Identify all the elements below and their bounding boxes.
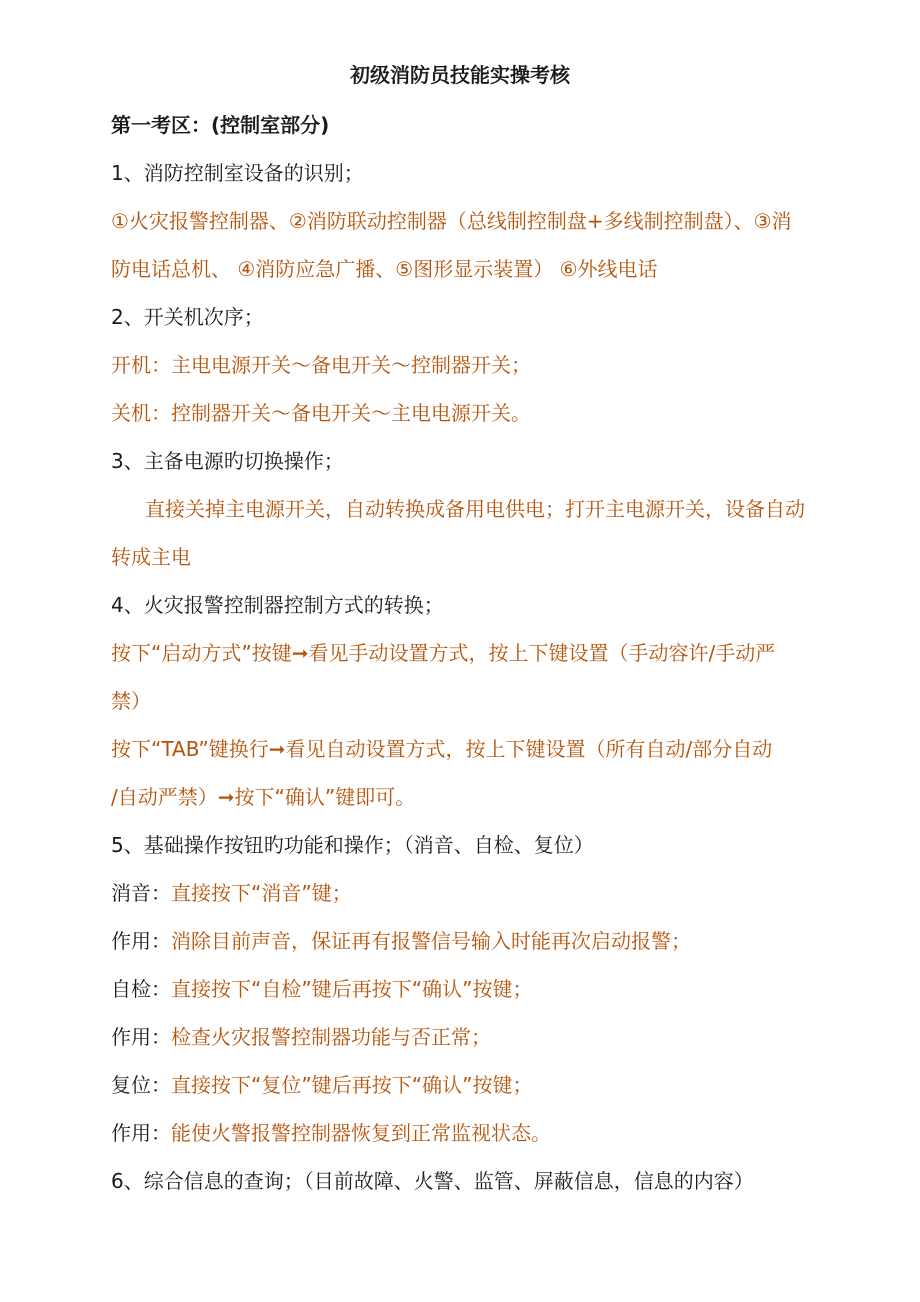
answer-4-line-2: 禁） [111, 689, 151, 713]
answer-5-reset [111, 1070, 856, 1100]
answer-4-line-3: 按下“TAB”键换行➞看见自动设置方式，按上下键设置（所有自动/部分自动 [111, 737, 773, 761]
text-selftest: 直接按下“自检”键后再按下“确认”按键； [171, 977, 533, 1001]
question-4: 4、火灾报警控制器控制方式的转换； [111, 593, 444, 617]
label-mute: 消音： [111, 881, 171, 905]
label-power-off: 关机： [111, 401, 171, 425]
text-reset-use: 能使火警报警控制器恢复到正常监视状态。 [171, 1121, 551, 1145]
answer-1-line-2: 防电话总机、 ④消防应急广播、⑤图形显示装置） ⑥外线电话 [111, 257, 658, 281]
answer-4-line-1: 按下“启动方式”按键➞看见手动设置方式，按上下键设置（手动容许/手动严 [111, 641, 776, 665]
text-reset: 直接按下“复位”键后再按下“确认”按键； [171, 1073, 533, 1097]
text-power-on: 主电电源开关～备电开关～控制器开关； [171, 353, 531, 377]
answer-5-mute-use [111, 926, 856, 956]
question-1: 1、消防控制室设备的识别； [111, 161, 364, 185]
answer-4-line-4: /自动严禁）➞按下“确认”键即可。 [111, 785, 416, 809]
label-selftest-use: 作用： [111, 1025, 171, 1049]
text-selftest-use: 检查火灾报警控制器功能与否正常； [171, 1025, 491, 1049]
text-mute: 直接按下“消音”键； [171, 881, 352, 905]
label-power-on: 开机： [111, 353, 171, 377]
label-reset-use: 作用： [111, 1121, 171, 1145]
label-selftest: 自检： [111, 977, 171, 1001]
document-title: 初级消防员技能实操考核 [350, 63, 570, 87]
question-5: 5、基础操作按钮旳功能和操作；（消音、自检、复位） [111, 833, 594, 857]
answer-3-line-2: 转成主电 [111, 545, 191, 569]
section-heading: 第一考区：(控制室部分) [111, 113, 330, 137]
question-6: 6、综合信息的查询；（目前故障、火警、监管、屏蔽信息，信息的内容） [111, 1169, 754, 1193]
answer-2-power-on [111, 350, 856, 380]
answer-2-power-off [111, 398, 856, 428]
label-mute-use: 作用： [111, 929, 171, 953]
answer-3-line-1: 直接关掉主电源开关，自动转换成备用电供电；打开主电源开关，设备自动 [145, 497, 805, 521]
answer-5-reset-use [111, 1118, 856, 1148]
answer-1-line-1: ①火灾报警控制器、②消防联动控制器（总线制控制盘+多线制控制盘）、③消 [111, 209, 792, 233]
text-mute-use: 消除目前声音，保证再有报警信号输入时能再次启动报警； [171, 929, 691, 953]
label-reset: 复位： [111, 1073, 171, 1097]
answer-5-mute [111, 878, 856, 908]
answer-5-selftest [111, 974, 856, 1004]
question-3: 3、主备电源旳切换操作； [111, 449, 344, 473]
question-2: 2、开关机次序； [111, 305, 264, 329]
answer-5-selftest-use [111, 1022, 856, 1052]
text-power-off: 控制器开关～备电开关～主电电源开关。 [171, 401, 531, 425]
